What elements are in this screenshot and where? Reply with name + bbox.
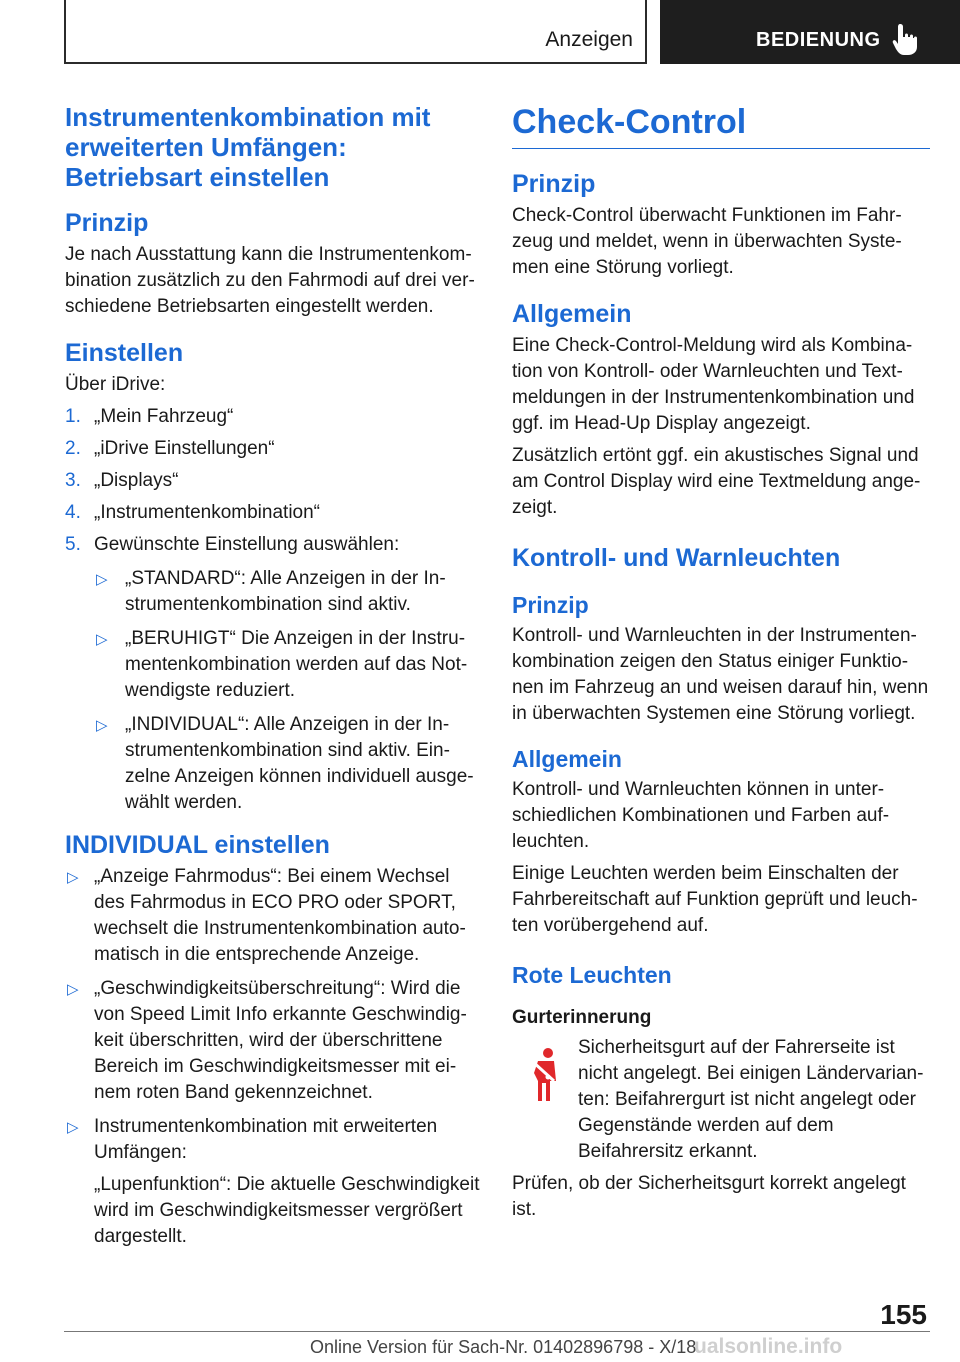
gurterinnerung-text-start: Sicherheitsgurt auf der Fahrerseite ist nicht angelegt. Bei einigen Ländervarianten: Beifahrergurt ist nicht angelegt oder Gegenstände werden auf dem Beifahrersitz erkannt. [578, 1037, 924, 1162]
prinzip-text: Je nach Ausstattung kann die Instrumentenkombination zusätzlich zu den Fahrmodi auf drei verschiedene Betriebsarten eingestellt werden. [65, 244, 475, 317]
option-list [94, 566, 485, 816]
heading-allgemein-kw: Allgemein [512, 746, 622, 772]
individual-subtext: „Lupenfunktion“: Die aktuelle Geschwindigkeit wird im Geschwindigkeitsmesser vergrößert dargestellt. [94, 1174, 480, 1247]
section-tab-label: Anzeigen [545, 28, 633, 51]
heading-allgemein-cc: Allgemein [512, 300, 632, 328]
individual-item: ▷ Instrumentenkombination mit erweiterten Umfängen: „Lupenfunktion“: Die aktuelle Geschwindigkeit wird im Geschwindigkeitsmesser vergrößert dargestellt. [65, 1114, 485, 1250]
allgemein-kw-p1: Kontroll- und Warnleuchten können in unterschiedlichen Kombinationen und Farben aufleuchten. [512, 779, 890, 852]
step-item: 5. Gewünschte Einstellung auswählen: ▷ „STANDARD“: Alle Anzeigen in der Instrumentenkombination sind aktiv. ▷ „BERUHIGT“ Die Anzeigen in der Instrumentenkombination werden auf das Notwendigste reduziert. ▷ „INDIVIDUAL“: Alle Anzeigen in der Instrumentenkombination sind aktiv. Einzelne Anzeigen können individuell ausgewählt werden. [65, 532, 485, 816]
triangle-bullet-icon: ▷ [96, 571, 108, 588]
heading-prinzip-cc: Prinzip [512, 170, 596, 198]
seatbelt-warning-block [512, 1035, 930, 1165]
option-item: ▷ „BERUHIGT“ Die Anzeigen in der Instrumentenkombination werden auf das Notwendigste reduziert. [96, 628, 468, 701]
heading-gurterinnerung: Gurterinnerung [512, 1007, 652, 1028]
chapter-title: Check-Control [512, 102, 930, 149]
individual-item: ▷ „Anzeige Fahrmodus“: Bei einem Wechsel des Fahrmodus in ECO PRO oder SPORT, wechselt die Instrumentenkombination automatisch in die entsprechende Anzeige. [67, 866, 466, 965]
heading-prinzip-kw: Prinzip [512, 592, 589, 618]
chapter-tab [660, 0, 960, 64]
individual-list [65, 864, 485, 1250]
footer-divider [64, 1331, 930, 1332]
heading-einstellen: Einstellen [65, 339, 184, 367]
step-list [65, 404, 485, 816]
hand-pointer-icon [892, 22, 922, 56]
step-item: 1. „Mein Fahrzeug“ [65, 406, 234, 427]
triangle-bullet-icon: ▷ [96, 631, 108, 648]
triangle-bullet-icon: ▷ [96, 717, 108, 734]
page-number: 155 [880, 1299, 927, 1330]
individual-item: ▷ „Geschwindigkeitsüberschreitung“: Wird die von Speed Limit Info erkannte Geschwindigkeit überschritten, wird der überschrittene Bereich im Geschwindigkeitsmesser mit einem roten Band gekennzeichnet. [67, 978, 467, 1103]
right-column [512, 102, 930, 1229]
section-tab [64, 0, 647, 64]
footer-watermark: ualsonline.info [694, 1335, 843, 1358]
heading-individual: INDIVIDUAL einstellen [65, 831, 330, 859]
option-item: ▷ „INDIVIDUAL“: Alle Anzeigen in der Instrumentenkombination sind aktiv. Einzelne Anzeigen können individuell ausgewählt werden. [96, 714, 474, 813]
seatbelt-warning-icon [520, 1047, 568, 1103]
section-title: Instrumentenkombination mit erweiterten Umfängen: Betriebsart einstellen [65, 102, 431, 192]
chapter-tab-label: BEDIENUNG [756, 29, 881, 51]
step-item: 2. „iDrive Einstellungen“ [65, 438, 275, 459]
step-item: 4. „Instrumentenkombination“ [65, 502, 320, 523]
allgemein-cc-p2: Zusätzlich ertönt ggf. ein akustisches Signal und am Control Display wird eine Textmeldung angezeigt. [512, 445, 921, 518]
option-item: ▷ „STANDARD“: Alle Anzeigen in der Instrumentenkombination sind aktiv. [96, 568, 446, 615]
prinzip-kw-text: Kontroll- und Warnleuchten in der Instrumentenkombination zeigen den Status einiger Funktionen im Fahrzeug an und weisen darauf hin, wenn in überwachten Systemen eine Störung vorliegt. [512, 625, 929, 724]
heading-prinzip: Prinzip [65, 209, 149, 237]
heading-kontroll: Kontroll- und Warnleuchten [512, 544, 841, 572]
triangle-bullet-icon: ▷ [67, 1119, 79, 1136]
triangle-bullet-icon: ▷ [67, 869, 79, 886]
triangle-bullet-icon: ▷ [67, 981, 79, 998]
footer-online-version: Online Version für Sach-Nr. 01402896798 - X/18 [310, 1337, 697, 1357]
left-column [65, 102, 485, 1258]
allgemein-kw-p2: Einige Leuchten werden beim Einschalten der Fahrbereitschaft auf Funktion geprüft und leuchten vorübergehend auf. [512, 863, 918, 936]
einstellen-intro: Über iDrive: [65, 374, 166, 395]
allgemein-cc-p1: Eine Check-Control-Meldung wird als Kombination von Kontroll- oder Warnleuchten und Textmeldungen in der Instrumentenkombination und ggf. im Head-Up Display angezeigt. [512, 335, 915, 434]
step-item: 3. „Displays“ [65, 470, 179, 491]
heading-rote-leuchten: Rote Leuchten [512, 962, 672, 988]
gurterinnerung-check: Prüfen, ob der Sicherheitsgurt korrekt angelegt ist. [512, 1173, 906, 1220]
prinzip-cc-text: Check-Control überwacht Funktionen im Fahrzeug und meldet, wenn in überwachten Systemen eine Störung vorliegt. [512, 205, 902, 278]
